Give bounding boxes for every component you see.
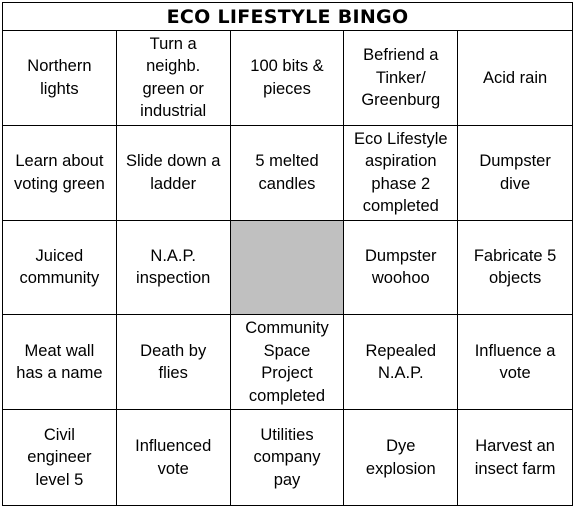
bingo-cell-r4-c2: Death by flies: [117, 315, 231, 410]
bingo-cell-r5-c1: Civil engineer level 5: [3, 410, 117, 505]
bingo-cell-r2-c4: Eco Lifestyle aspiration phase 2 completed: [344, 126, 458, 221]
bingo-cell-r1-c5: Acid rain: [458, 31, 572, 126]
bingo-cell-r1-c4: Befriend a Tinker/ Greenburg: [344, 31, 458, 126]
bingo-cell-r2-c5: Dumpster dive: [458, 126, 572, 221]
bingo-cell-r4-c4: Repealed N.A.P.: [344, 315, 458, 410]
bingo-cell-r5-c5: Harvest an insect farm: [474, 437, 556, 478]
bingo-cell-r1-c3: 100 bits & pieces: [231, 31, 345, 126]
bingo-cell-r3-c1: Juiced community: [3, 221, 117, 316]
bingo-cell-r4-c3: Community Space Project completed: [231, 315, 345, 410]
bingo-cell-r2-c2: Slide down a ladder: [117, 126, 231, 221]
bingo-cell-r1-c2: Turn a neighb. green or industrial: [117, 31, 231, 126]
bingo-grid: [3, 31, 572, 505]
bingo-cell-r3-c5: Fabricate 5 objects: [458, 221, 572, 316]
bingo-cell-r2-c3: 5 melted candles: [231, 126, 345, 221]
bingo-cell-r5-c2: Influenced vote: [117, 410, 231, 505]
bingo-cell-r5-c3: Utilities company pay: [231, 410, 345, 505]
bingo-cell-r2-c1: Learn about voting green: [3, 126, 117, 221]
bingo-title: ECO LIFESTYLE BINGO: [3, 3, 572, 31]
bingo-cell-r4-c1: Meat wall has a name: [3, 315, 117, 410]
bingo-cell-r1-c1: Northern lights: [3, 31, 117, 126]
bingo-cell-r5-c4: Dye explosion: [344, 410, 458, 505]
bingo-cell-r3-c2: N.A.P. inspection: [117, 221, 231, 316]
bingo-card: [2, 2, 573, 506]
bingo-cell-r4-c5: Influence a vote: [458, 315, 572, 410]
bingo-free-space: [231, 221, 345, 316]
bingo-cell-r3-c4: Dumpster woohoo: [344, 221, 458, 316]
